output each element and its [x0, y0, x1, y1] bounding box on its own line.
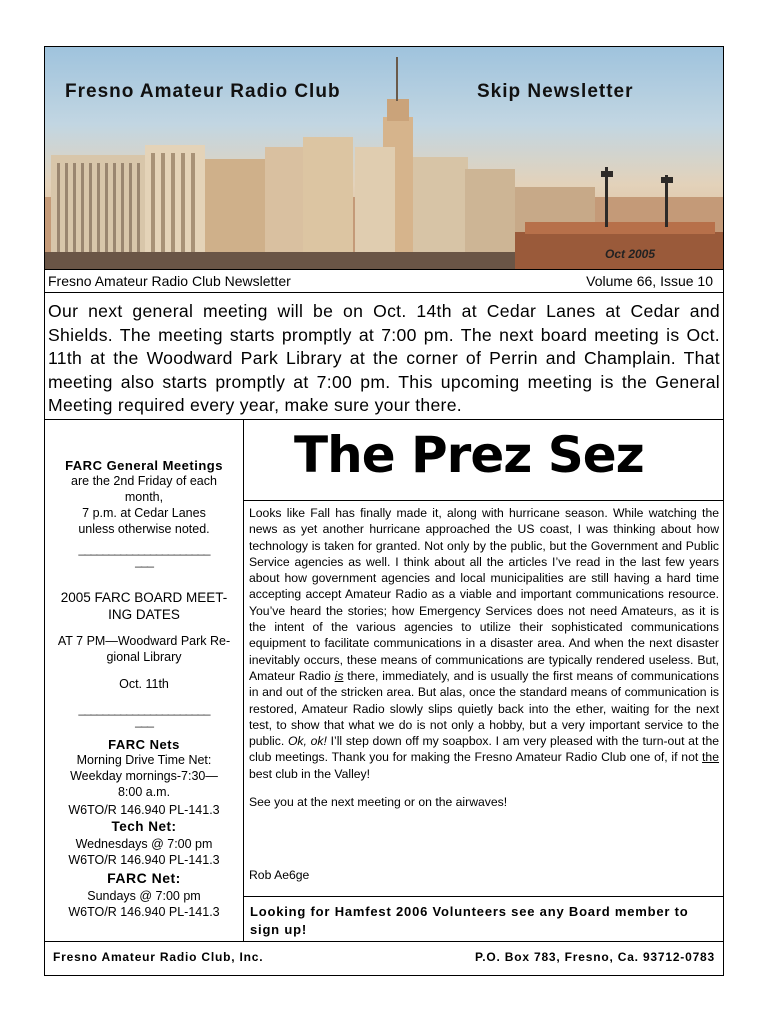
meeting-announcement: Our next general meeting will be on Oct. 14th at Cedar Lanes at Cedar and Shields. The meeting starts promptly at 7:00 pm. The next board meeting is Oct. 11th at the Woodward Park Library at the corner of Perrin and Champlain. That meeting also starts promptly at 7:00 pm. This upcoming meeting is the General Meeting required every year, make sure your there. [48, 301, 720, 415]
divider: ______________________ [78, 542, 210, 556]
morning-net-frequency: W6TO/R 146.940 PL-141.3 [68, 803, 220, 817]
text-run: I’ll step down off my soapbox. I am very pleased with the turn-out at the club meetings. Thank you for making the Fresno Amateur Radio Club one of, if not [249, 734, 719, 765]
farc-net-time: Sundays @ 7:00 pm [87, 889, 201, 903]
prez-paragraph [249, 505, 719, 782]
general-meetings-line: unless otherwise noted. [78, 522, 210, 536]
prez-heading-box [244, 419, 723, 501]
board-date: Oct. 11th [119, 677, 169, 691]
emphasis: Ok, ok! [287, 734, 327, 749]
farc-net-heading: FARC Net: [107, 870, 181, 886]
tech-net-heading: Tech Net: [111, 819, 177, 834]
volume-issue: Volume 66, Issue 10 [586, 273, 713, 289]
footer [45, 941, 723, 975]
club-title: Fresno Amateur Radio Club [65, 81, 341, 102]
masthead-line [45, 269, 723, 293]
footer-club: Fresno Amateur Radio Club, Inc. [53, 950, 264, 964]
newsletter-title: Skip Newsletter [477, 81, 634, 102]
emphasis: is [334, 668, 344, 683]
divider: ______________________ [78, 702, 210, 716]
general-meetings-heading: FARC General Meetings [65, 458, 223, 473]
newsletter-name: Fresno Amateur Radio Club Newsletter [48, 273, 291, 289]
issue-date: Oct 2005 [605, 247, 656, 261]
morning-net-title: Morning Drive Time Net: [76, 753, 212, 767]
board-dates-heading: 2005 FARC BOARD MEET-ING DATES [60, 590, 228, 622]
footer-address: P.O. Box 783, Fresno, Ca. 93712-0783 [474, 950, 715, 964]
board-location: AT 7 PM—Woodward Park Re-gional Library [57, 634, 231, 664]
newsletter-page [44, 46, 724, 976]
general-meetings-line: are the 2nd Friday of each month, [71, 474, 217, 504]
prez-title: The Prez Sez [294, 426, 644, 484]
text-run: best club in the Valley! [249, 766, 371, 781]
farc-net-frequency: W6TO/R 146.940 PL-141.3 [68, 905, 220, 919]
prez-article [249, 505, 719, 822]
divider: ___ [135, 554, 153, 568]
prez-closing: See you at the next meeting or on the airwaves! [249, 795, 508, 810]
nets-heading: FARC Nets [108, 737, 180, 752]
hamfest-notice: Looking for Hamfest 2006 Volunteers see any Board member to sign up! [244, 896, 723, 941]
emphasis: the [702, 750, 719, 765]
divider: ___ [135, 714, 153, 728]
tech-net-frequency: W6TO/R 146.940 PL-141.3 [68, 853, 220, 867]
tech-net-time: Wednesdays @ 7:00 pm [75, 837, 213, 851]
text-run: Looks like Fall has finally made it, along with hurricane season. While watching the news as yet another hurricane approached the US coast, I was thinking about how technology is taken for granted. Not only by the public, but the Government and Public Service agencies as well. I think about all the articles I’ve read in the last few years about how government agencies and local municipalities are still having a hard time accepting accept Amateur Radio as a viable and important communications resource. You’ve heard the stories; how Emergency Services does not need Amateurs, as it is the intent of the various agencies to utilize their sophisticated communications equipment to facilitate communications in a disaster area. And when the next disaster inevitably occurs, these means of communications are typically rendered useless. But, Amateur Radio [249, 506, 719, 683]
prez-signature: Rob Ae6ge [249, 868, 310, 882]
text-run: there, immediately, and is usually the first means of communications in and out of the stricken area. But alas, once the standard means of communication is restored, Amateur Radio slowly slips quietly back into the ether, waiting for the next test, to show that what we do is not only a hobby, but a very important service to the public. [249, 668, 719, 749]
sidebar [45, 419, 244, 941]
header-banner [45, 47, 723, 269]
general-meetings-line: 7 p.m. at Cedar Lanes [82, 506, 206, 520]
morning-net-time: Weekday mornings-7:30—8:00 a.m. [70, 769, 218, 799]
